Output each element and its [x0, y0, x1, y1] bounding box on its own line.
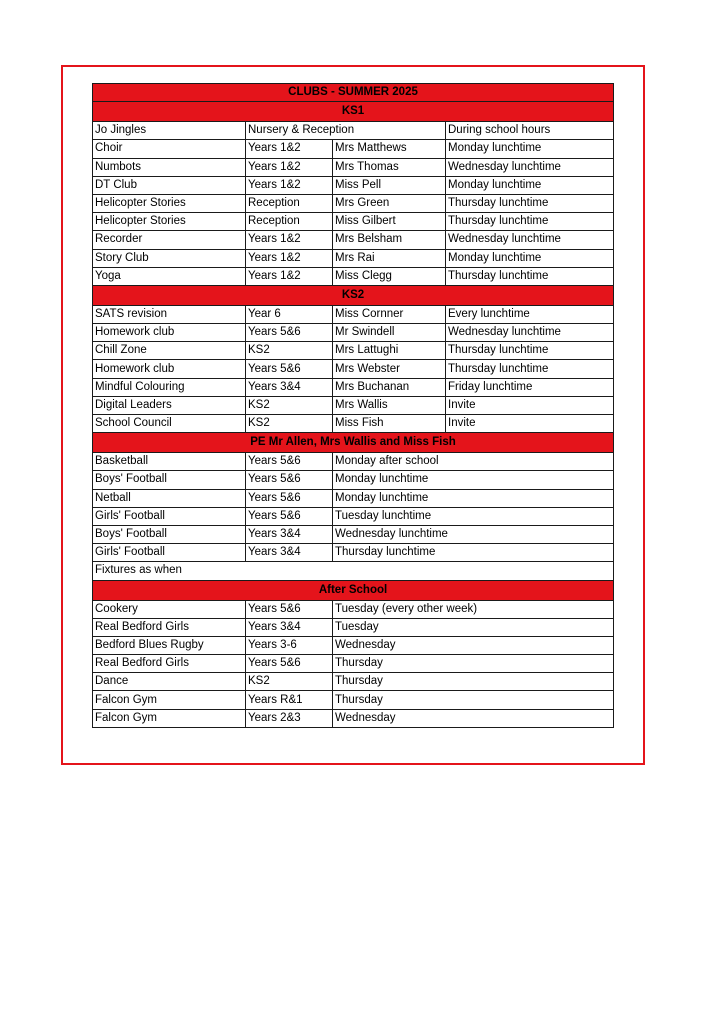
teacher-cell: Mr Swindell	[333, 324, 446, 342]
years-cell: Years 5&6	[246, 453, 333, 471]
time-cell: Thursday lunchtime	[446, 194, 614, 212]
section-heading: After School	[93, 580, 614, 600]
time-cell: Wednesday lunchtime	[446, 158, 614, 176]
table-row	[93, 176, 614, 194]
teacher-cell: Miss Cornner	[333, 305, 446, 323]
section-heading: KS2	[93, 285, 614, 305]
club-cell: Chill Zone	[93, 342, 246, 360]
club-cell: Girls' Football	[93, 507, 246, 525]
years-cell: Years 3&4	[246, 378, 333, 396]
table-row	[93, 213, 614, 231]
years-cell: Years 5&6	[246, 507, 333, 525]
table-row	[93, 249, 614, 267]
years-cell: Nursery & Reception	[246, 122, 446, 140]
table-row	[93, 525, 614, 543]
years-cell: Years 1&2	[246, 231, 333, 249]
time-cell: Invite	[446, 396, 614, 414]
years-cell: KS2	[246, 342, 333, 360]
time-cell: Monday lunchtime	[446, 249, 614, 267]
time-cell: Tuesday	[333, 618, 614, 636]
club-cell: Basketball	[93, 453, 246, 471]
club-cell: Mindful Colouring	[93, 378, 246, 396]
table-row	[93, 194, 614, 212]
teacher-cell: Miss Fish	[333, 415, 446, 433]
time-cell: Monday lunchtime	[446, 140, 614, 158]
teacher-cell: Miss Gilbert	[333, 213, 446, 231]
teacher-cell: Miss Pell	[333, 176, 446, 194]
club-cell: Falcon Gym	[93, 709, 246, 727]
years-cell: Years 5&6	[246, 655, 333, 673]
club-cell: Falcon Gym	[93, 691, 246, 709]
section-heading: PE Mr Allen, Mrs Wallis and Miss Fish	[93, 433, 614, 453]
years-cell: Years 5&6	[246, 324, 333, 342]
years-cell: Reception	[246, 194, 333, 212]
club-cell: Yoga	[93, 267, 246, 285]
club-cell: Real Bedford Girls	[93, 618, 246, 636]
club-cell: Netball	[93, 489, 246, 507]
years-cell: Years 2&3	[246, 709, 333, 727]
time-cell: Tuesday (every other week)	[333, 600, 614, 618]
time-cell: Thursday lunchtime	[446, 267, 614, 285]
table-row	[93, 324, 614, 342]
years-cell: Years 1&2	[246, 140, 333, 158]
time-cell: Thursday	[333, 655, 614, 673]
section-header-after-school	[93, 580, 614, 600]
years-cell: Years 5&6	[246, 360, 333, 378]
club-cell: Digital Leaders	[93, 396, 246, 414]
club-cell: SATS revision	[93, 305, 246, 323]
table-row	[93, 636, 614, 654]
years-cell: Years 1&2	[246, 249, 333, 267]
time-cell: Friday lunchtime	[446, 378, 614, 396]
teacher-cell: Mrs Rai	[333, 249, 446, 267]
time-cell: Invite	[446, 415, 614, 433]
fixtures-note: Fixtures as when	[93, 562, 614, 580]
teacher-cell: Mrs Buchanan	[333, 378, 446, 396]
table-row	[93, 655, 614, 673]
time-cell: Thursday lunchtime	[446, 213, 614, 231]
years-cell: Years 5&6	[246, 600, 333, 618]
table-row	[93, 378, 614, 396]
club-cell: Cookery	[93, 600, 246, 618]
club-cell: Homework club	[93, 360, 246, 378]
club-cell: Boys' Football	[93, 471, 246, 489]
time-cell: Thursday	[333, 691, 614, 709]
years-cell: Reception	[246, 213, 333, 231]
section-header-ks2	[93, 285, 614, 305]
teacher-cell: Miss Clegg	[333, 267, 446, 285]
club-cell: Numbots	[93, 158, 246, 176]
club-cell: Homework club	[93, 324, 246, 342]
table-row	[93, 396, 614, 414]
teacher-cell: Mrs Matthews	[333, 140, 446, 158]
years-cell: Years 1&2	[246, 267, 333, 285]
table-row	[93, 562, 614, 580]
table-row	[93, 453, 614, 471]
years-cell: KS2	[246, 673, 333, 691]
years-cell: Years 3&4	[246, 544, 333, 562]
years-cell: Years 3-6	[246, 636, 333, 654]
table-row	[93, 415, 614, 433]
teacher-cell: Mrs Thomas	[333, 158, 446, 176]
club-cell: DT Club	[93, 176, 246, 194]
table-row	[93, 158, 614, 176]
teacher-cell: Mrs Green	[333, 194, 446, 212]
years-cell: Years 5&6	[246, 471, 333, 489]
teacher-cell: Mrs Webster	[333, 360, 446, 378]
section-header-pe	[93, 433, 614, 453]
page-title: CLUBS - SUMMER 2025	[93, 84, 614, 102]
club-cell: School Council	[93, 415, 246, 433]
club-cell: Helicopter Stories	[93, 194, 246, 212]
time-cell: Thursday lunchtime	[446, 360, 614, 378]
time-cell: Thursday lunchtime	[446, 342, 614, 360]
table-row	[93, 673, 614, 691]
years-cell: Years 3&4	[246, 525, 333, 543]
teacher-cell: Mrs Belsham	[333, 231, 446, 249]
section-heading: KS1	[93, 102, 614, 122]
table-row	[93, 140, 614, 158]
club-cell: Jo Jingles	[93, 122, 246, 140]
club-cell: Choir	[93, 140, 246, 158]
table-row	[93, 544, 614, 562]
years-cell: KS2	[246, 396, 333, 414]
table-row	[93, 507, 614, 525]
table-row	[93, 342, 614, 360]
section-header-ks1	[93, 102, 614, 122]
time-cell: Wednesday lunchtime	[446, 231, 614, 249]
club-cell: Boys' Football	[93, 525, 246, 543]
club-cell: Recorder	[93, 231, 246, 249]
club-cell: Story Club	[93, 249, 246, 267]
years-cell: Years 5&6	[246, 489, 333, 507]
years-cell: Year 6	[246, 305, 333, 323]
club-cell: Girls' Football	[93, 544, 246, 562]
table-row	[93, 360, 614, 378]
time-cell: Every lunchtime	[446, 305, 614, 323]
table-row	[93, 471, 614, 489]
table-row	[93, 305, 614, 323]
time-cell: Thursday lunchtime	[333, 544, 614, 562]
table-row	[93, 231, 614, 249]
title-row	[93, 84, 614, 102]
club-cell: Bedford Blues Rugby	[93, 636, 246, 654]
time-cell: During school hours	[446, 122, 614, 140]
table-row	[93, 489, 614, 507]
time-cell: Wednesday	[333, 636, 614, 654]
time-cell: Thursday	[333, 673, 614, 691]
time-cell: Monday after school	[333, 453, 614, 471]
time-cell: Monday lunchtime	[333, 471, 614, 489]
teacher-cell: Mrs Lattughi	[333, 342, 446, 360]
club-cell: Dance	[93, 673, 246, 691]
years-cell: Years 3&4	[246, 618, 333, 636]
table-row	[93, 600, 614, 618]
years-cell: Years 1&2	[246, 176, 333, 194]
years-cell: Years 1&2	[246, 158, 333, 176]
table-row	[93, 267, 614, 285]
time-cell: Wednesday lunchtime	[333, 525, 614, 543]
years-cell: KS2	[246, 415, 333, 433]
teacher-cell: Mrs Wallis	[333, 396, 446, 414]
club-cell: Real Bedford Girls	[93, 655, 246, 673]
time-cell: Wednesday	[333, 709, 614, 727]
time-cell: Monday lunchtime	[333, 489, 614, 507]
table-row	[93, 122, 614, 140]
clubs-table	[92, 83, 614, 728]
years-cell: Years R&1	[246, 691, 333, 709]
table-row	[93, 691, 614, 709]
time-cell: Wednesday lunchtime	[446, 324, 614, 342]
time-cell: Tuesday lunchtime	[333, 507, 614, 525]
club-cell: Helicopter Stories	[93, 213, 246, 231]
table-row	[93, 618, 614, 636]
time-cell: Monday lunchtime	[446, 176, 614, 194]
table-row	[93, 709, 614, 727]
